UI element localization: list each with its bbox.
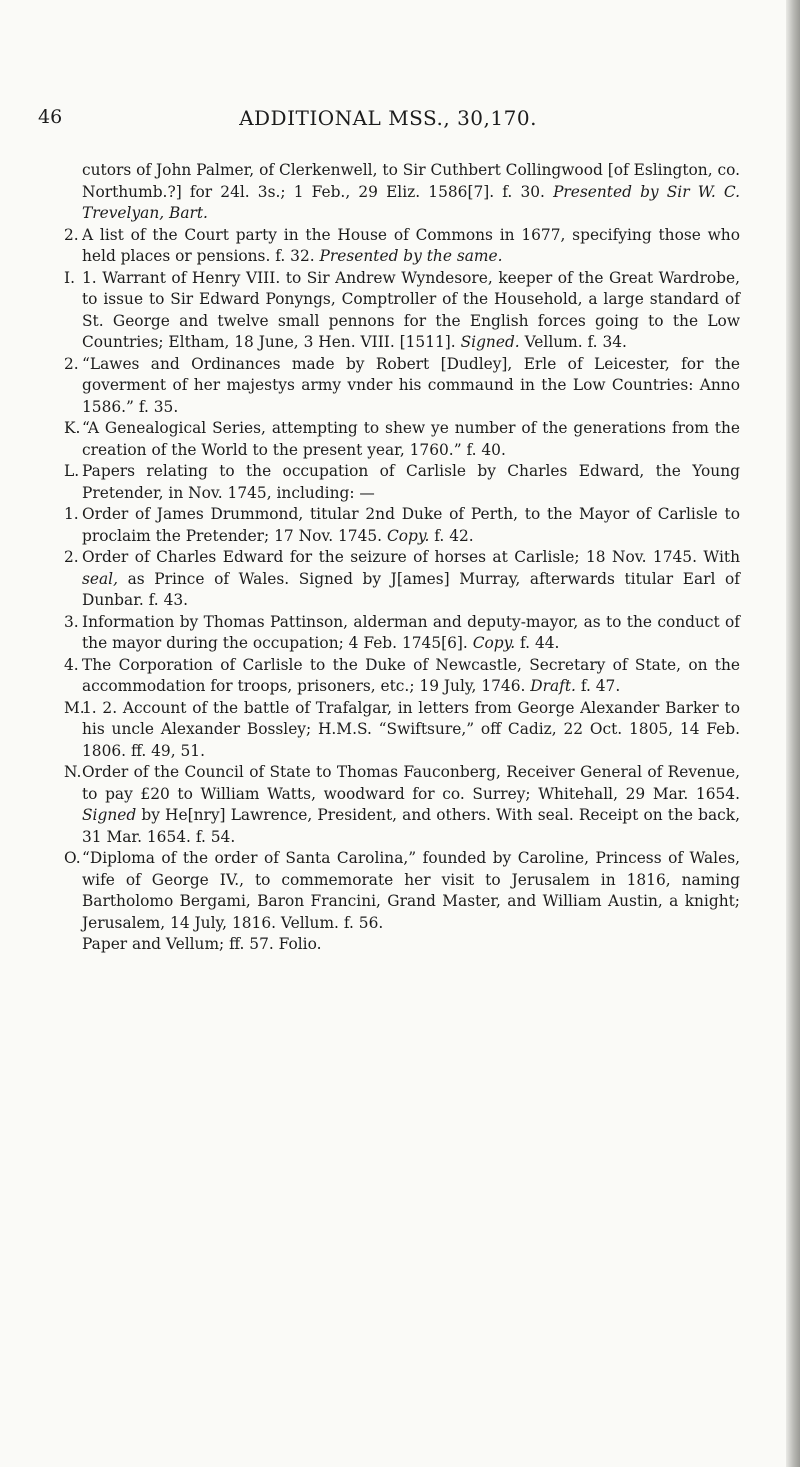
entry-text: Information by Thomas Pattinson, alderman and deputy-mayor, as to the conduct of the mayor during the occupation; 4 Feb. 1745[6]. (82, 612, 740, 652)
entry-italic: Draft. (530, 677, 576, 695)
entry-italic: Copy. (472, 634, 516, 652)
entry-italic: Copy. (386, 526, 430, 545)
running-title: ADDITIONAL MSS., 30,170. (239, 106, 537, 130)
summary-line: Paper and Vellum; ff. 57. Folio. (82, 935, 322, 953)
catalogue-entry (44, 418, 740, 461)
catalogue-entry (44, 504, 740, 547)
entry-text-after: f. 44. (515, 634, 560, 652)
entry-label: 2. (64, 354, 79, 373)
entry-text: “Diploma of the order of Santa Carolina,” founded by Caroline, Princess of Wales, wife of George IV., to commemorate her visit to Jerusalem in 1816, naming Bartholomo Bergami, Baron Francini, Grand Master, and William Austin, a knight; Jerusalem, 14 July, 1816. Vellum. f. 56. (82, 849, 740, 932)
catalogue-entry (44, 848, 740, 934)
entry-text: 1. 2. Account of the battle of Trafalgar, in letters from George Alexander Barker to his uncle Alexander Bossley; H.M.S. “Swiftsure,” off Cadiz, 22 Oct. 1805, 14 Feb. 1806. ff. 49, 51. (82, 698, 740, 760)
entry-text-after: Vellum. f. 34. (519, 333, 627, 351)
entry-text: 1. Warrant of Henry VIII. to Sir Andrew Wyndesore, keeper of the Great Wardrobe, to issue to Sir Edward Ponyngs, Comptroller of the Household, a large standard of St. George and twelve small pennons for the English forces going to the Low Countries; Eltham, 18 June, 3 Hen. VIII. [1511]. (82, 268, 740, 351)
entry-italic: seal, (82, 569, 118, 588)
entry-text-after: f. 47. (575, 677, 621, 695)
entry-text-after: f. 42. (429, 526, 474, 545)
entry-label: L. (64, 462, 80, 480)
catalogue-entry (44, 461, 740, 504)
entry-text-after: as Prince of Wales. Signed by J[ames] Murray, afterwards titular Earl of Dunbar. f. 43. (82, 569, 740, 609)
catalogue-text (0, 160, 740, 956)
entry-label: 1. (64, 505, 79, 523)
entry-text: Order of James Drummond, titular 2nd Duke of Perth, to the Mayor of Carlisle to proclaim the Pretender; 17 Nov. 1745. (82, 505, 740, 545)
entry-label: I. (64, 268, 75, 287)
entry-text: Order of Charles Edward for the seizure of horses at Carlisle; 18 Nov. 1745. With (82, 548, 740, 566)
entry-text: Order of the Council of State to Thomas Fauconberg, Receiver General of Revenue, to pay £20 to William Watts, woodward for co. Surrey; Whitehall, 29 Mar. 1654. (82, 763, 740, 803)
catalogue-entry (44, 225, 740, 268)
entry-text: A list of the Court party in the House of Commons in 1677, specifying those who held places or pensions. f. 32. (82, 225, 740, 265)
catalogue-entry (44, 268, 740, 354)
catalogue-entry (44, 354, 740, 419)
entry-label: N. (64, 763, 82, 781)
entry-italic: Presented by the same. (319, 247, 503, 265)
entry-label: M. (64, 698, 85, 717)
entry-label: 3. (64, 612, 79, 631)
catalogue-entry (44, 547, 740, 612)
entry-italic: Presented by Sir W. C. Trevelyan, Bart. (82, 182, 740, 222)
entry-text: Papers relating to the occupation of Carlisle by Charles Edward, the Young Pretender, in Nov. 1745, including: — (82, 462, 740, 502)
entry-list (0, 160, 740, 934)
entry-text: “A Genealogical Series, attempting to shew ye number of the generations from the creation of the World to the present year, 1760.” f. 40. (82, 419, 740, 459)
page-header (38, 106, 738, 136)
entry-text: “Lawes and Ordinances made by Robert [Dudley], Erle of Leicester, for the goverment of her majestys army vnder his commaund in the Low Countries: Anno 1586.” f. 35. (82, 354, 740, 416)
catalogue-entry (44, 612, 740, 655)
entry-label: 2. (64, 548, 79, 566)
entry-label: 4. (64, 655, 79, 674)
entry-label: O. (64, 849, 81, 867)
catalogue-entry (44, 655, 740, 698)
entry-label: K. (64, 419, 81, 437)
entry-italic: Signed. (460, 333, 520, 351)
catalogue-entry (64, 160, 740, 225)
page-edge-shadow (786, 0, 800, 1467)
page-number: 46 (38, 106, 63, 128)
entry-text: The Corporation of Carlisle to the Duke of Newcastle, Secretary of State, on the accommodation for troops, prisoners, etc.; 19 July, 1746. (82, 655, 740, 695)
catalogue-entry (44, 762, 740, 848)
entry-text: cutors of John Palmer, of Clerkenwell, to Sir Cuthbert Collingwood [of Eslington, co. Northumb.?] for 24l. 3s.; 1 Feb., 29 Eliz. 1586[7]. f. 30. (82, 161, 740, 201)
entry-italic: Signed (82, 806, 137, 824)
entry-label: 2. (64, 225, 79, 244)
catalogue-entry (44, 698, 740, 763)
entry-text-after: by He[nry] Lawrence, President, and others. With seal. Receipt on the back, 31 Mar. 1654. f. 54. (82, 806, 740, 846)
